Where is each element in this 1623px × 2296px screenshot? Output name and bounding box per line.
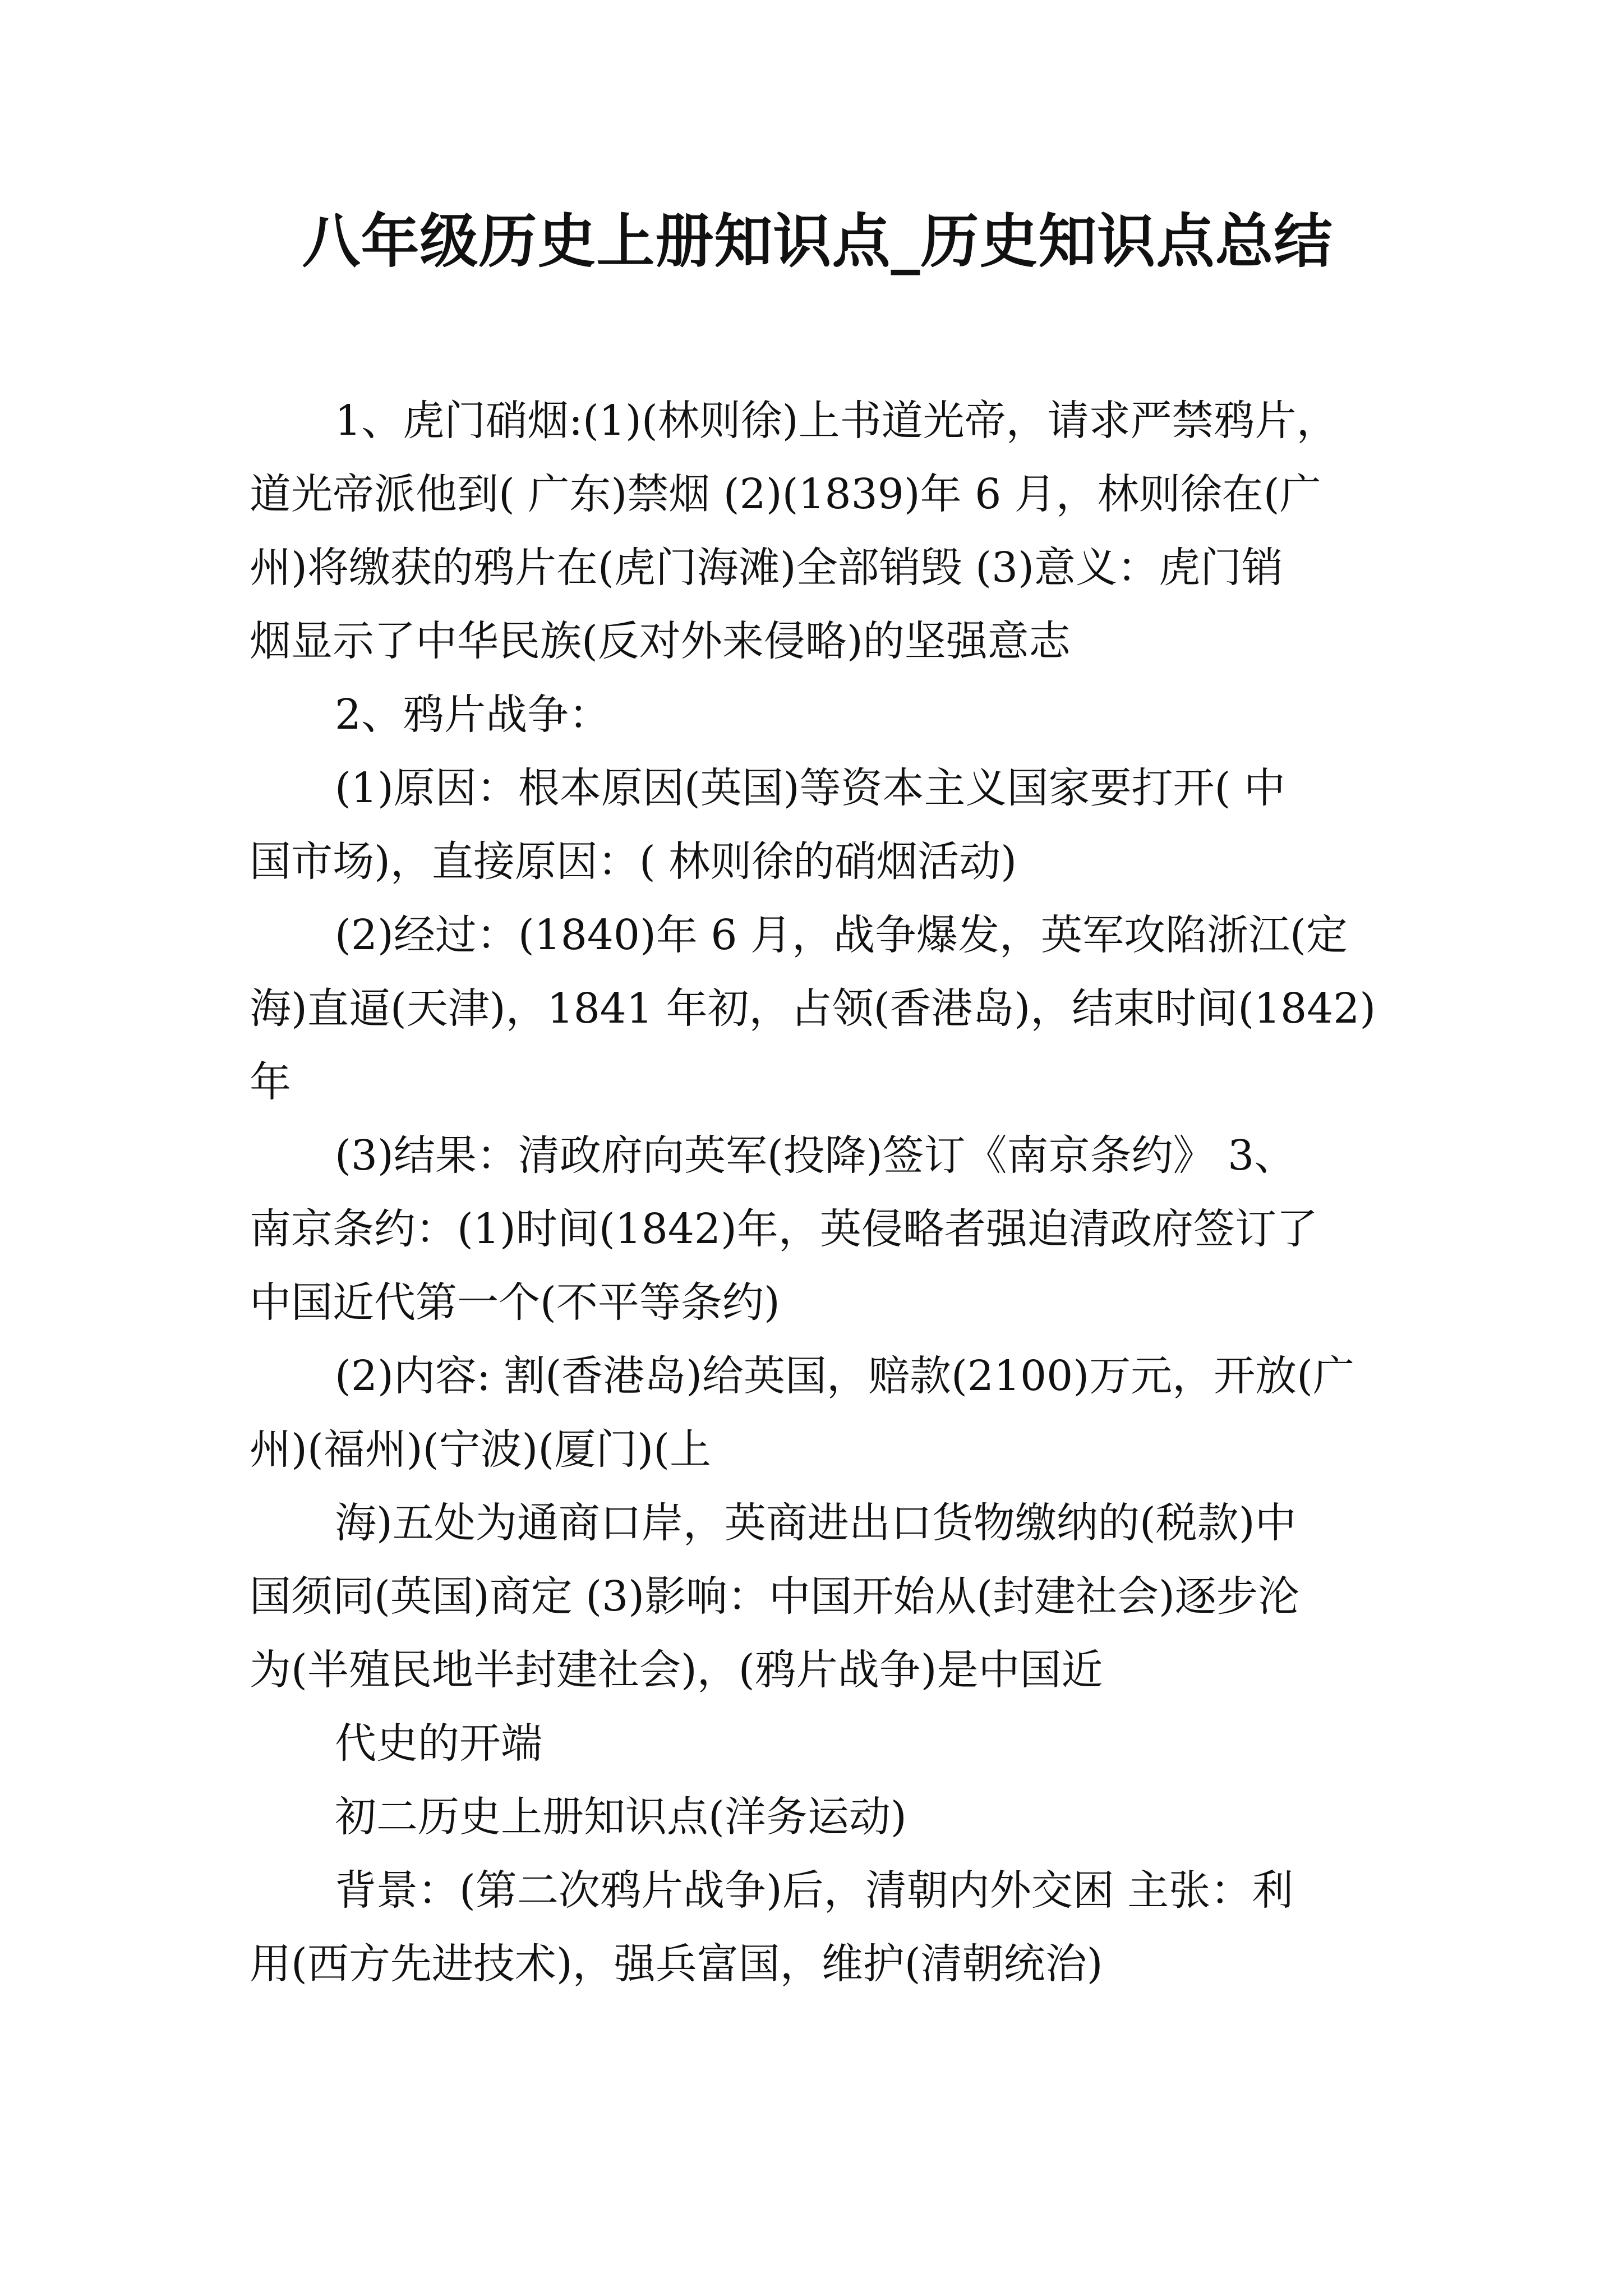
text-line: 国市场)，直接原因：( 林则徐的硝烟活动) (250, 838, 1017, 886)
text-line: 烟显示了中华民族(反对外来侵略)的坚强意志 (250, 617, 1071, 665)
text-line: 初二历史上册知识点(洋务运动) (335, 1793, 907, 1841)
text-line: 2、鸦片战争： (335, 691, 611, 739)
document-body (250, 384, 1385, 2001)
text-line: 州)(福州)(宁波)(厦门)(上 (250, 1425, 711, 1474)
text-line: (2)经过：(1840)年 6 月，战争爆发，英军攻陷浙江(定 (335, 911, 1348, 959)
text-line: 用(西方先进技术)，强兵富国，维护(清朝统治) (250, 1940, 1103, 1988)
text-line: 背景：(第二次鸦片战争)后，清朝内外交困 主张：利 (335, 1866, 1294, 1915)
text-line: 海)五处为通商口岸，英商进出口货物缴纳的(税款)中 (335, 1499, 1297, 1547)
text-line: 年 (250, 1058, 291, 1106)
text-line: 海)直逼(天津)，1841 年初，占领(香港岛)，结束时间(1842) (250, 984, 1376, 1033)
text-line: 南京条约：(1)时间(1842)年，英侵略者强迫清政府签订了 (250, 1205, 1318, 1253)
text-line: 中国近代第一个(不平等条约) (250, 1278, 780, 1327)
text-line: (2)内容: 割(香港岛)给英国，赔款(2100)万元，开放(广 (335, 1352, 1354, 1400)
text-line: (3)结果：清政府向英军(投降)签订《南京条约》 3、 (335, 1131, 1296, 1180)
text-line: 州)将缴获的鸦片在(虎门海滩)全部销毁 (3)意义：虎门销 (250, 544, 1283, 592)
text-line: 1、虎门硝烟:(1)(林则徐)上书道光帝，请求严禁鸦片， (335, 397, 1338, 445)
text-line: 代史的开端 (335, 1719, 542, 1768)
text-line: 为(半殖民地半封建社会)，(鸦片战争)是中国近 (250, 1646, 1103, 1694)
text-line: (1)原因：根本原因(英国)等资本主义国家要打开( 中 (335, 764, 1285, 812)
text-line: 道光帝派他到( 广东)禁烟 (2)(1839)年 6 月，林则徐在(广 (250, 470, 1321, 518)
text-line: 国须同(英国)商定 (3)影响：中国开始从(封建社会)逐步沦 (250, 1572, 1299, 1621)
document-title: 八年级历史上册知识点_历史知识点总结 (302, 207, 1333, 275)
